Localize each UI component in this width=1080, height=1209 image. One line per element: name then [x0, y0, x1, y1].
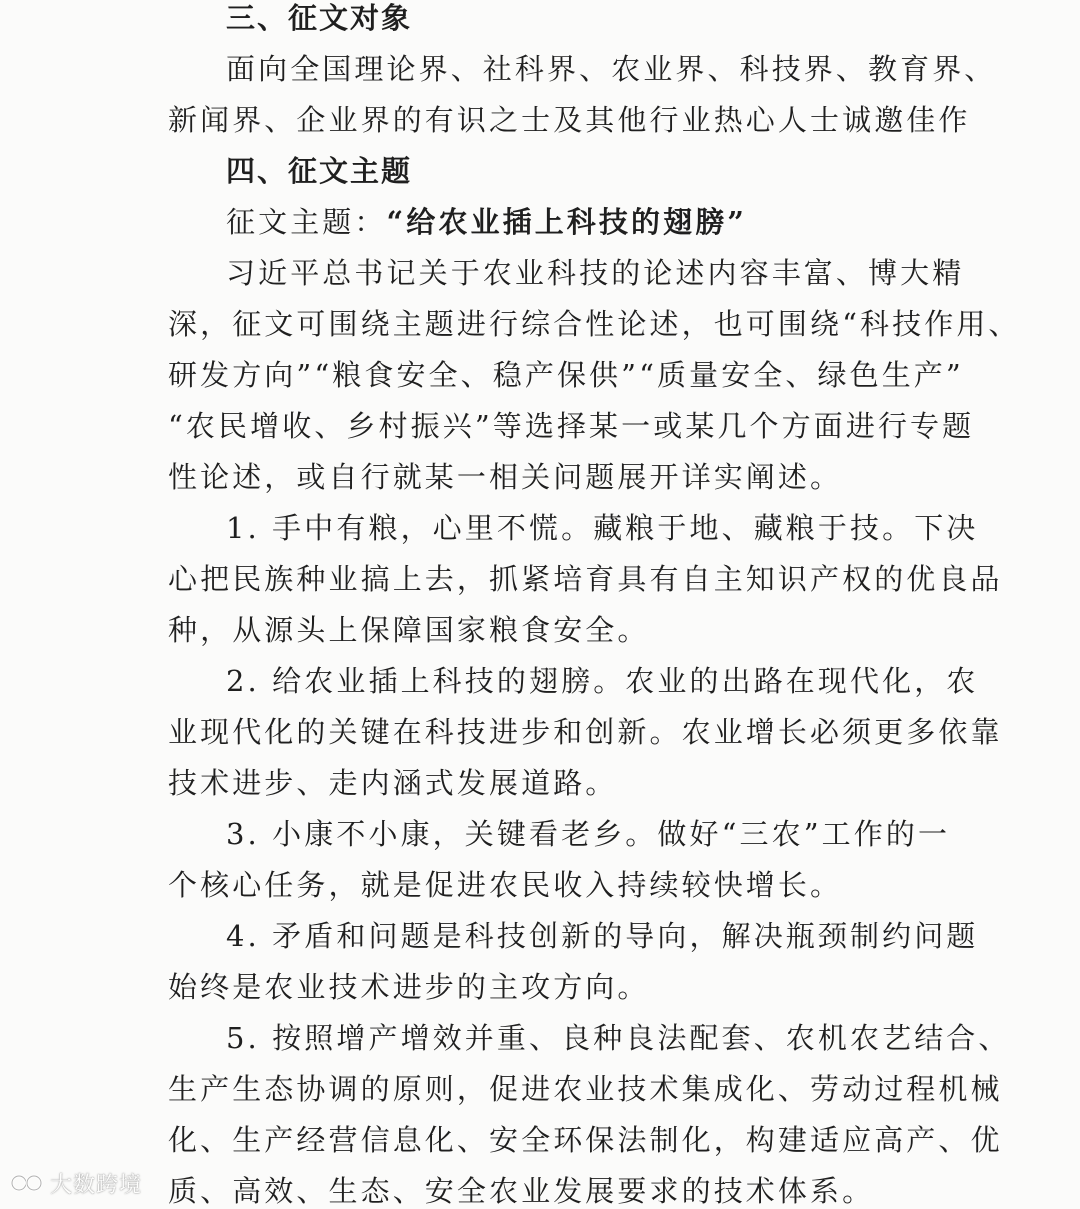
item-2-line-2: 业现代化的关键在科技进步和创新。农业增长必须更多依靠: [168, 715, 1003, 749]
item-4-line-2: 始终是农业技术进步的主攻方向。: [168, 970, 650, 1004]
item-4-line-1: 4. 矛盾和问题是科技创新的导向，解决瓶颈制约问题: [226, 919, 979, 953]
section-3-heading: 三、征文对象: [226, 1, 413, 35]
theme-value: “给农业插上科技的翅膀”: [386, 205, 748, 239]
section-3-line-1: 面向全国理论界、社科界、农业界、科技界、教育界、: [226, 52, 997, 86]
item-5-line-1: 5. 按照增产增效并重、良种良法配套、农机农艺结合、: [226, 1021, 1011, 1055]
item-3-line-1: 3. 小康不小康，关键看老乡。做好“三农”工作的一: [226, 817, 951, 851]
theme-line: [226, 204, 747, 240]
item-3-line-2: 个核心任务，就是促进农民收入持续较快增长。: [168, 868, 843, 902]
watermark: [10, 1166, 142, 1200]
intro-line-3: 研发方向”“粮食安全、稳产保供”“质量安全、绿色生产”: [168, 358, 964, 392]
section-4-heading: 四、征文主题: [226, 154, 413, 188]
item-1-line-3: 种，从源头上保障国家粮食安全。: [168, 613, 650, 647]
item-1-line-2: 心把民族种业搞上去，抓紧培育具有自主知识产权的优良品: [168, 562, 1003, 596]
item-2-line-3: 技术进步、走内涵式发展道路。: [168, 766, 618, 800]
intro-line-2: 深，征文可围绕主题进行综合性论述，也可围绕“科技作用、: [168, 307, 1021, 341]
intro-line-5: 性论述，或自行就某一相关问题展开详实阐述。: [168, 460, 843, 494]
item-1-line-1: 1. 手中有粮，心里不慌。藏粮于地、藏粮于技。下决: [226, 511, 979, 545]
watermark-logo-icon: [10, 1169, 44, 1197]
watermark-text: 大数跨境: [50, 1172, 143, 1198]
item-5-line-4: 质、高效、生态、安全农业发展要求的技术体系。: [168, 1174, 875, 1208]
intro-line-1: 习近平总书记关于农业科技的论述内容丰富、博大精: [226, 256, 965, 290]
intro-line-4: “农民增收、乡村振兴”等选择某一或某几个方面进行专题: [168, 409, 975, 443]
section-3-line-2: 新闻界、企业界的有识之士及其他行业热心人士诚邀佳作: [168, 103, 971, 137]
item-5-line-2: 生产生态协调的原则，促进农业技术集成化、劳动过程机械: [168, 1072, 1003, 1106]
item-2-line-1: 2. 给农业插上科技的翅膀。农业的出路在现代化，农: [226, 664, 979, 698]
theme-label: 征文主题：: [226, 205, 387, 239]
item-5-line-3: 化、生产经营信息化、安全环保法制化，构建适应高产、优: [168, 1123, 1003, 1157]
